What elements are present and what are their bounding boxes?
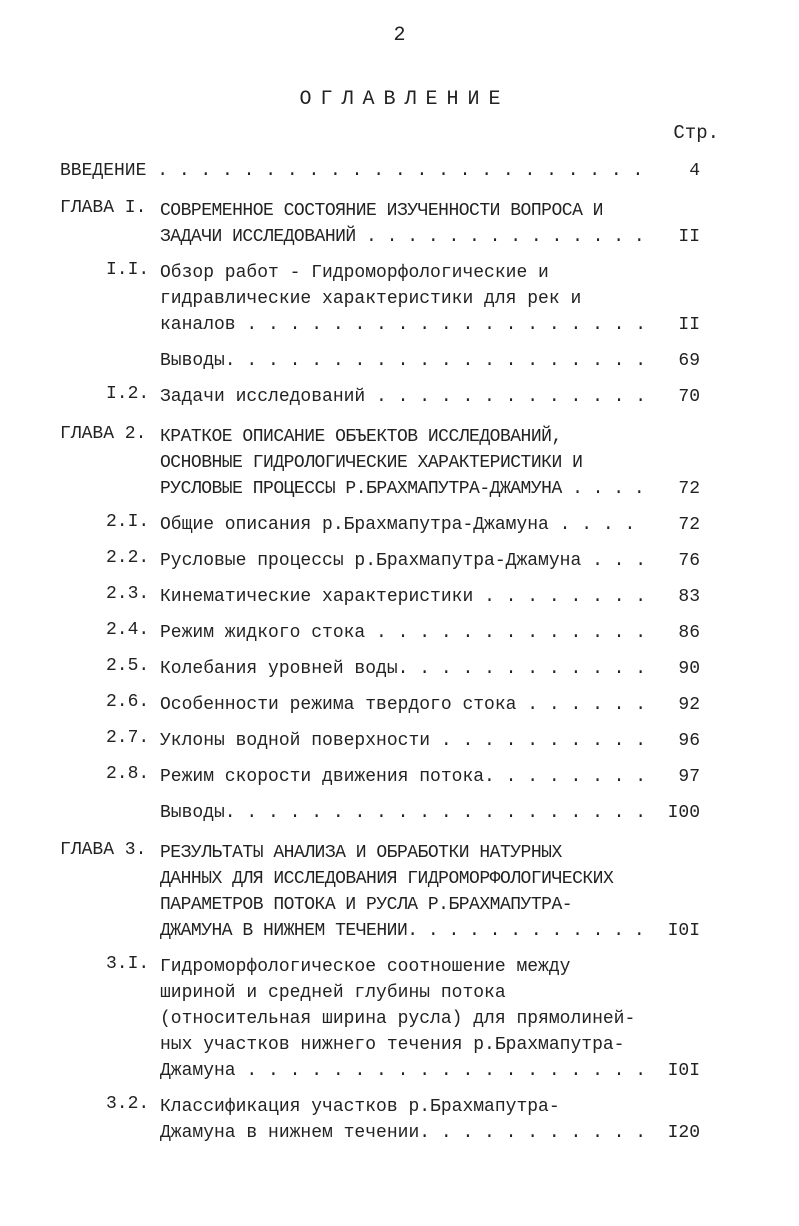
toc-entry-section — [60, 512, 700, 538]
entry-page-number: I20 — [667, 1123, 700, 1143]
entry-title — [160, 840, 644, 944]
toc-entry-section — [60, 548, 700, 574]
entry-title-line: Кинематические характеристики . . . — [160, 584, 644, 610]
entry-spacer — [60, 538, 700, 548]
entry-number: 2.3. — [106, 584, 150, 604]
entry-title-line: Джамуна . . . — [160, 1058, 644, 1084]
toc-entry-section — [60, 728, 700, 754]
entry-title-line: Задачи исследований . . . — [160, 384, 644, 410]
entry-title — [160, 728, 644, 754]
entry-page-number: 96 — [678, 731, 700, 751]
entry-title — [160, 800, 644, 826]
entry-title-line: Выводы. . . . — [160, 800, 644, 826]
entry-title-line: Общие описания р.Брахмапутра-Джамуна . . . — [160, 512, 644, 538]
entry-page-number: 4 — [689, 161, 700, 181]
table-of-contents — [60, 158, 700, 1146]
entry-page-number: II — [678, 227, 700, 247]
entry-title-line: шириной и средней глубины потока — [160, 983, 506, 1003]
entry-title-line: Джамуна в нижнем течении. . . . — [160, 1120, 644, 1146]
entry-number: ГЛАВА 2. — [60, 424, 147, 444]
toc-title: ОГЛАВЛЕНИЕ — [299, 88, 510, 111]
entry-title-line: Выводы. . . . — [160, 348, 644, 374]
entry-title — [160, 656, 644, 682]
entry-spacer — [60, 790, 700, 800]
entry-title — [160, 548, 644, 574]
toc-entry-section — [60, 656, 700, 682]
entry-title-line: СОВРЕМЕННОЕ СОСТОЯНИЕ ИЗУЧЕННОСТИ ВОПРОСА И — [160, 201, 603, 221]
entry-title — [160, 198, 644, 250]
entry-title-line: РУСЛОВЫЕ ПРОЦЕССЫ Р.БРАХМАПУТРА-ДЖАМУНА . . . — [160, 476, 644, 502]
entry-title-line: Гидроморфологическое соотношение между — [160, 957, 571, 977]
entry-page-number: I0I — [667, 1061, 700, 1081]
entry-title-line: Русловые процессы р.Брахмапутра-Джамуна . . . — [160, 548, 644, 574]
entry-title-line: Особенности режима твердого стока . . . — [160, 692, 644, 718]
entry-spacer — [60, 944, 700, 954]
entry-number: I.2. — [106, 384, 150, 404]
entry-title — [160, 384, 644, 410]
entry-title-line: (относительная ширина русла) для прямолиней- — [160, 1009, 636, 1029]
entry-spacer — [60, 1084, 700, 1094]
entry-number: 2.8. — [106, 764, 150, 784]
entry-title-line: ЗАДАЧИ ИССЛЕДОВАНИЙ . . . — [160, 224, 644, 250]
toc-entry-chapter — [60, 198, 700, 250]
entry-title — [160, 512, 644, 538]
toc-entry-chapter — [60, 424, 700, 502]
entry-title-line: ОСНОВНЫЕ ГИДРОЛОГИЧЕСКИЕ ХАРАКТЕРИСТИКИ И — [160, 453, 583, 473]
entry-page-number: II — [678, 315, 700, 335]
entry-title — [60, 158, 644, 184]
entry-spacer — [60, 338, 700, 348]
entry-title-line: ДЖАМУНА В НИЖНЕМ ТЕЧЕНИИ. . . . — [160, 918, 644, 944]
entry-number: ГЛАВА I. — [60, 198, 147, 218]
entry-page-number: 72 — [678, 479, 700, 499]
entry-title — [160, 1094, 644, 1146]
entry-title-line: Уклоны водной поверхности . . . — [160, 728, 644, 754]
entry-number: 2.2. — [106, 548, 150, 568]
entry-spacer — [60, 574, 700, 584]
entry-title — [160, 260, 644, 338]
page-column-label: Стр. — [673, 122, 719, 144]
toc-entry-section — [60, 764, 700, 790]
entry-number: 2.4. — [106, 620, 150, 640]
entry-title-line: РЕЗУЛЬТАТЫ АНАЛИЗА И ОБРАБОТКИ НАТУРНЫХ — [160, 843, 562, 863]
entry-title — [160, 584, 644, 610]
entry-title-line: Классификация участков р.Брахмапутра- — [160, 1097, 560, 1117]
toc-entry-chapter — [60, 840, 700, 944]
entry-title-line: Режим скорости движения потока. . . . — [160, 764, 644, 790]
entry-title — [160, 692, 644, 718]
entry-spacer — [60, 250, 700, 260]
entry-spacer — [60, 410, 700, 424]
entry-number: 3.I. — [106, 954, 150, 974]
entry-page-number: 72 — [678, 515, 700, 535]
entry-title-line: каналов . . . — [160, 312, 644, 338]
entry-title-line: гидравлические характеристики для рек и — [160, 289, 582, 309]
entry-title-line: Режим жидкого стока . . . — [160, 620, 644, 646]
entry-title-line: ПАРАМЕТРОВ ПОТОКА И РУСЛА Р.БРАХМАПУТРА- — [160, 895, 573, 915]
entry-number: 2.7. — [106, 728, 150, 748]
entry-spacer — [60, 502, 700, 512]
entry-spacer — [60, 184, 700, 198]
entry-number: 2.5. — [106, 656, 150, 676]
entry-spacer — [60, 718, 700, 728]
entry-spacer — [60, 646, 700, 656]
entry-title-line: ДАННЫХ ДЛЯ ИССЛЕДОВАНИЯ ГИДРОМОРФОЛОГИЧЕСКИХ — [160, 869, 614, 889]
toc-entry-intro — [60, 158, 700, 184]
entry-title — [160, 954, 644, 1084]
entry-spacer — [60, 754, 700, 764]
entry-page-number: 83 — [678, 587, 700, 607]
entry-title-line: Колебания уровней воды. . . . — [160, 656, 644, 682]
entry-page-number: 97 — [678, 767, 700, 787]
entry-title — [160, 764, 644, 790]
entry-number: 3.2. — [106, 1094, 150, 1114]
entry-title-line: Обзор работ - Гидроморфологические и — [160, 263, 549, 283]
toc-entry-section — [60, 1094, 700, 1146]
entry-spacer — [60, 374, 700, 384]
toc-entry-section — [60, 384, 700, 410]
entry-page-number: 70 — [678, 387, 700, 407]
toc-entry-section — [60, 954, 700, 1084]
toc-entry-section — [60, 800, 700, 826]
entry-page-number: 76 — [678, 551, 700, 571]
entry-page-number: I0I — [667, 921, 700, 941]
entry-spacer — [60, 610, 700, 620]
toc-entry-section — [60, 620, 700, 646]
entry-title — [160, 620, 644, 646]
entry-page-number: I00 — [667, 803, 700, 823]
entry-title-line: КРАТКОЕ ОПИСАНИЕ ОБЪЕКТОВ ИССЛЕДОВАНИЙ, — [160, 427, 562, 447]
entry-page-number: 69 — [678, 351, 700, 371]
entry-title-line: ВВЕДЕНИЕ . . . — [60, 158, 644, 184]
entry-title-line: ных участков нижнего течения р.Брахмапутра- — [160, 1035, 625, 1055]
toc-entry-section — [60, 260, 700, 338]
toc-entry-section — [60, 692, 700, 718]
entry-number: 2.I. — [106, 512, 150, 532]
entry-number: I.I. — [106, 260, 150, 280]
toc-entry-section — [60, 348, 700, 374]
entry-spacer — [60, 826, 700, 840]
page-number: 2 — [393, 24, 406, 47]
entry-number: ГЛАВА 3. — [60, 840, 147, 860]
entry-spacer — [60, 682, 700, 692]
toc-entry-section — [60, 584, 700, 610]
entry-title — [160, 424, 644, 502]
entry-page-number: 86 — [678, 623, 700, 643]
entry-number: 2.6. — [106, 692, 150, 712]
entry-page-number: 92 — [678, 695, 700, 715]
entry-title — [160, 348, 644, 374]
entry-page-number: 90 — [678, 659, 700, 679]
